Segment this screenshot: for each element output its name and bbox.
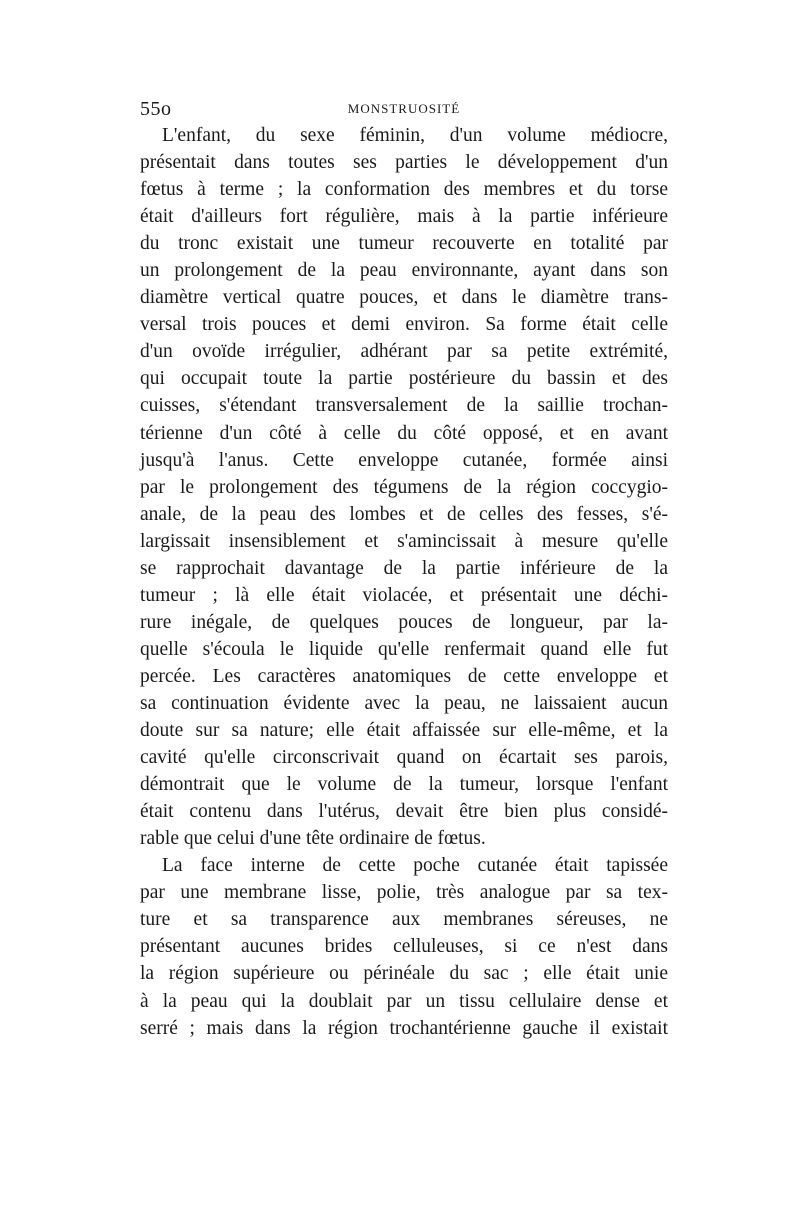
text-line: démontrait que le volume de la tumeur, lorsque l'enfant	[140, 774, 668, 796]
text-line: était contenu dans l'utérus, devait être bien plus considé-	[140, 801, 668, 823]
text-line: par une membrane lisse, polie, très analogue par sa tex-	[140, 882, 668, 904]
text-line: largissait insensiblement et s'amincissait à mesure qu'elle	[140, 530, 668, 552]
text-line: la région supérieure ou périnéale du sac ; elle était unie	[140, 963, 668, 985]
text-line: térienne d'un côté à celle du côté opposé, et en avant	[140, 422, 668, 444]
running-head	[140, 98, 668, 120]
text-line: à la peau qui la doublait par un tissu cellulaire dense et	[140, 990, 668, 1012]
text-line: doute sur sa nature; elle était affaissée sur elle-même, et la	[140, 720, 668, 742]
text-line: du tronc existait une tumeur recouverte en totalité par	[140, 233, 668, 255]
text-line: diamètre vertical quatre pouces, et dans le diamètre trans-	[140, 287, 668, 309]
text-line: était d'ailleurs fort régulière, mais à la partie inférieure	[140, 206, 668, 228]
text-line: quelle s'écoula le liquide qu'elle renfermait quand elle fut	[140, 638, 668, 660]
running-title: MONSTRUOSITÉ	[347, 101, 461, 116]
text-line: rable que celui d'une tête ordinaire de fœtus.	[140, 828, 486, 850]
text-line: La face interne de cette poche cutanée était tapissée	[162, 855, 668, 877]
text-line: L'enfant, du sexe féminin, d'un volume médiocre,	[162, 125, 668, 146]
page-number: 55o	[140, 98, 172, 120]
text-line: serré ; mais dans la région trochantérienne gauche il existait	[140, 1017, 668, 1039]
text-line: ture et sa transparence aux membranes séreuses, ne	[140, 909, 668, 931]
text-line: tumeur ; là elle était violacée, et présentait une déchi-	[140, 584, 668, 606]
text-line: d'un ovoïde irrégulier, adhérant par sa petite extrémité,	[140, 341, 668, 363]
text-line: présentait dans toutes ses parties le développement d'un	[140, 152, 668, 174]
text-line: rure inégale, de quelques pouces de longueur, par la-	[140, 611, 668, 633]
text-line: par le prolongement des tégumens de la région coccygio-	[140, 476, 668, 498]
text-line: présentant aucunes brides celluleuses, si ce n'est dans	[140, 936, 668, 958]
text-line: cavité qu'elle circonscrivait quand on écartait ses parois,	[140, 747, 668, 769]
text-line: sa continuation évidente avec la peau, ne laissaient aucun	[140, 692, 668, 714]
text-line: fœtus à terme ; la conformation des membres et du torse	[140, 179, 668, 201]
text-line: un prolongement de la peau environnante, ayant dans son	[140, 260, 668, 282]
text-line: percée. Les caractères anatomiques de cette enveloppe et	[140, 665, 668, 687]
body-text	[140, 122, 668, 1042]
text-line: versal trois pouces et demi environ. Sa forme était celle	[140, 314, 668, 336]
text-line: anale, de la peau des lombes et de celles des fesses, s'é-	[140, 503, 668, 525]
text-line: se rapprochait davantage de la partie inférieure de la	[140, 557, 668, 579]
text-line: jusqu'à l'anus. Cette enveloppe cutanée, formée ainsi	[140, 449, 668, 471]
text-line: cuisses, s'étendant transversalement de la saillie trochan-	[140, 395, 668, 417]
text-line: qui occupait toute la partie postérieure du bassin et des	[140, 368, 668, 390]
